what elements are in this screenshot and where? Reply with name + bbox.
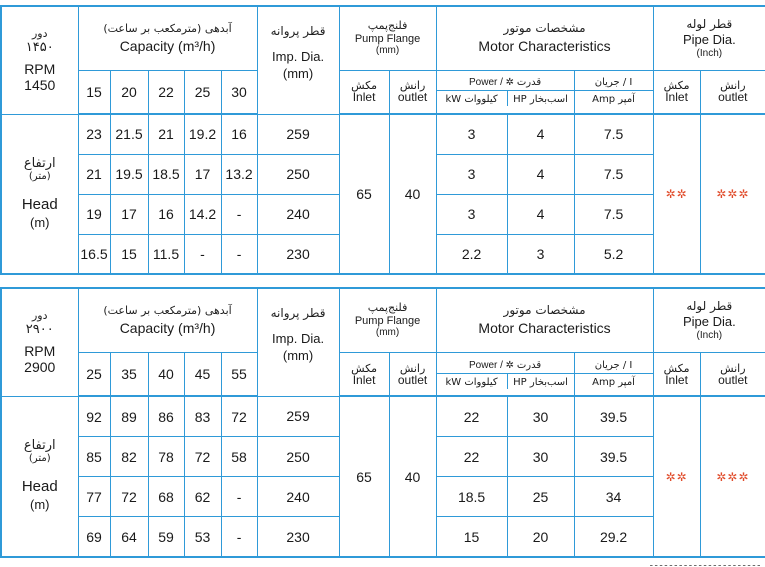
power-hp: 30 bbox=[507, 437, 574, 477]
pipe-outlet-marks: ✲✲✲ bbox=[716, 469, 750, 484]
power-kw: 3 bbox=[436, 154, 507, 194]
head-label-cell bbox=[1, 396, 78, 557]
footnote: ـ ـ ـ ـ ـ ـ ـ ـ ـ ـ ـ ـ ـ ـ ـ ـ ـ ـ ـ ـ ـ ـ ـ bbox=[650, 559, 760, 567]
flange-outlet-value: 40 bbox=[389, 114, 436, 274]
head-value: 77 bbox=[78, 477, 110, 517]
power-kw: 22 bbox=[436, 437, 507, 477]
current-amp: 5.2 bbox=[574, 234, 653, 274]
head-value: - bbox=[221, 194, 257, 234]
capacity-col-0: 15 bbox=[78, 70, 110, 114]
motor-header bbox=[436, 288, 653, 352]
header-row-bottom bbox=[1, 70, 765, 114]
flange-header bbox=[339, 6, 436, 70]
capacity-header bbox=[78, 6, 257, 70]
head-value: 17 bbox=[184, 154, 221, 194]
rpm-fa-number: ۲۹۰۰ bbox=[25, 322, 54, 338]
head-value: 16 bbox=[148, 194, 184, 234]
impeller-en-label: Imp. Dia. bbox=[272, 331, 325, 347]
hp-label: HP اسب‌بخار bbox=[513, 376, 568, 388]
impeller-diameter: 240 bbox=[257, 477, 339, 517]
head-value: - bbox=[221, 477, 257, 517]
impeller-header bbox=[257, 288, 339, 396]
head-fa-label: ارتفاع bbox=[23, 438, 56, 454]
pipe-inlet-value bbox=[653, 396, 700, 557]
motor-fa-label: مشخصات موتور bbox=[503, 303, 586, 318]
motor-en-label: Motor Characteristics bbox=[478, 320, 611, 337]
head-value: 89 bbox=[110, 396, 148, 436]
head-value: 17 bbox=[110, 194, 148, 234]
capacity-en-label: Capacity (m³/h) bbox=[119, 37, 216, 54]
power-hp: 25 bbox=[507, 477, 574, 517]
motor-fa-label: مشخصات موتور bbox=[503, 21, 586, 36]
capacity-fa-label: آبدهی (مترمکعب بر ساعت) bbox=[103, 303, 232, 317]
motor-header bbox=[436, 6, 653, 70]
power-kw: 18.5 bbox=[436, 477, 507, 517]
rpm-en-number: 1450 bbox=[24, 77, 56, 94]
pipe-unit: (Inch) bbox=[696, 329, 723, 341]
flange-inlet-en: Inlet bbox=[352, 90, 376, 105]
header-row-bottom bbox=[1, 352, 765, 396]
capacity-col-0: 25 bbox=[78, 352, 110, 396]
flange-outlet-en: outlet bbox=[397, 90, 428, 105]
pipe-outlet-marks: ✲✲✲ bbox=[716, 187, 750, 201]
power-hp: 4 bbox=[507, 154, 574, 194]
head-value: - bbox=[221, 234, 257, 274]
impeller-diameter: 259 bbox=[257, 114, 339, 154]
impeller-fa-label: قطر پروانه bbox=[270, 306, 326, 321]
head-value: 83 bbox=[184, 396, 221, 436]
head-value: 21.5 bbox=[110, 114, 148, 154]
impeller-diameter: 250 bbox=[257, 437, 339, 477]
pipe-outlet-en: outlet bbox=[718, 372, 748, 387]
current-amp: 29.2 bbox=[574, 517, 653, 557]
current-header bbox=[574, 352, 653, 396]
kw-label: kW کیلووات bbox=[437, 374, 508, 389]
impeller-diameter: 240 bbox=[257, 194, 339, 234]
power-header bbox=[436, 352, 574, 396]
head-value: 19 bbox=[78, 194, 110, 234]
flange-outlet-fa: رانش bbox=[399, 361, 426, 375]
flange-en-label: Pump Flange bbox=[354, 315, 421, 328]
power-hp: 4 bbox=[507, 114, 574, 154]
capacity-col-1: 20 bbox=[110, 70, 148, 114]
capacity-col-3: 45 bbox=[184, 352, 221, 396]
pump-table-2900 bbox=[0, 287, 765, 558]
flange-outlet-fa: رانش bbox=[399, 79, 426, 93]
head-value: 72 bbox=[110, 477, 148, 517]
pump-table-1450 bbox=[0, 5, 765, 275]
current-amp: 7.5 bbox=[574, 154, 653, 194]
power-kw: 15 bbox=[436, 517, 507, 557]
impeller-header bbox=[257, 6, 339, 114]
power-kw: 22 bbox=[436, 396, 507, 436]
flange-unit: (mm) bbox=[375, 327, 400, 339]
pipe-outlet-fa: رانش bbox=[720, 361, 746, 375]
power-label: Power / ✲ قدرت bbox=[437, 77, 574, 91]
capacity-fa-label: آبدهی (مترمکعب بر ساعت) bbox=[103, 21, 232, 35]
head-value: 64 bbox=[110, 517, 148, 557]
pipe-inlet-en: Inlet bbox=[665, 90, 688, 105]
pipe-inlet-marks: ✲✲ bbox=[665, 187, 688, 201]
pipe-header bbox=[653, 6, 765, 70]
pipe-unit: (Inch) bbox=[696, 47, 723, 59]
head-value: - bbox=[184, 234, 221, 274]
flange-inlet-header bbox=[339, 70, 389, 114]
current-header bbox=[574, 70, 653, 114]
flange-inlet-header bbox=[339, 352, 389, 396]
current-amp: 39.5 bbox=[574, 437, 653, 477]
pipe-inlet-en: Inlet bbox=[665, 372, 688, 387]
capacity-col-4: 30 bbox=[221, 70, 257, 114]
flange-inlet-fa: مکش bbox=[351, 79, 378, 93]
head-en-label: Head bbox=[21, 195, 58, 213]
head-value: 14.2 bbox=[184, 194, 221, 234]
pipe-outlet-value bbox=[700, 396, 765, 557]
head-en-label: Head bbox=[21, 478, 58, 496]
pipe-inlet-header bbox=[653, 352, 700, 396]
head-value: 62 bbox=[184, 477, 221, 517]
pipe-inlet-header bbox=[653, 70, 700, 114]
impeller-diameter: 230 bbox=[257, 234, 339, 274]
head-value: 69 bbox=[78, 517, 110, 557]
kw-label: kW کیلووات bbox=[437, 91, 508, 106]
flange-outlet-en: outlet bbox=[397, 372, 428, 387]
pipe-fa-label: قطر لوله bbox=[686, 298, 733, 313]
head-value: 82 bbox=[110, 437, 148, 477]
pipe-inlet-marks: ✲✲ bbox=[665, 469, 688, 484]
head-value: 59 bbox=[148, 517, 184, 557]
pipe-en-label: Pipe Dia. bbox=[682, 31, 736, 47]
capacity-col-1: 35 bbox=[110, 352, 148, 396]
flange-inlet-fa: مکش bbox=[351, 361, 378, 375]
power-hp: 3 bbox=[507, 234, 574, 274]
flange-inlet-en: Inlet bbox=[352, 372, 376, 387]
head-value: 18.5 bbox=[148, 154, 184, 194]
pipe-outlet-header bbox=[700, 70, 765, 114]
head-value: 21 bbox=[148, 114, 184, 154]
flange-inlet-value: 65 bbox=[339, 114, 389, 274]
head-value: 21 bbox=[78, 154, 110, 194]
table-row bbox=[1, 114, 765, 154]
pipe-outlet-header bbox=[700, 352, 765, 396]
power-header bbox=[436, 70, 574, 114]
pipe-header bbox=[653, 288, 765, 352]
table-row bbox=[1, 396, 765, 436]
head-value: - bbox=[221, 517, 257, 557]
pipe-inlet-value bbox=[653, 114, 700, 274]
head-value: 86 bbox=[148, 396, 184, 436]
head-value: 92 bbox=[78, 396, 110, 436]
power-hp: 20 bbox=[507, 517, 574, 557]
flange-inlet-value: 65 bbox=[339, 396, 389, 557]
power-kw: 3 bbox=[436, 114, 507, 154]
flange-unit: (mm) bbox=[375, 45, 400, 57]
impeller-fa-label: قطر پروانه bbox=[270, 24, 326, 39]
head-fa-label: ارتفاع bbox=[23, 155, 56, 171]
rpm-fa-label: دور bbox=[31, 309, 48, 323]
flange-header bbox=[339, 288, 436, 352]
impeller-diameter: 230 bbox=[257, 517, 339, 557]
impeller-diameter: 250 bbox=[257, 154, 339, 194]
capacity-en-label: Capacity (m³/h) bbox=[119, 319, 216, 336]
current-amp: 7.5 bbox=[574, 194, 653, 234]
power-label: Power / ✲ قدرت bbox=[437, 360, 574, 374]
impeller-unit: (mm) bbox=[282, 348, 314, 364]
head-value: 16 bbox=[221, 114, 257, 154]
power-hp: 4 bbox=[507, 194, 574, 234]
pipe-outlet-value bbox=[700, 114, 765, 274]
amp-label: Amp آمپر bbox=[592, 376, 635, 388]
pipe-outlet-en: outlet bbox=[718, 90, 748, 105]
head-value: 72 bbox=[184, 437, 221, 477]
head-en-unit: (m) bbox=[30, 497, 50, 513]
flange-outlet-value: 40 bbox=[389, 396, 436, 557]
head-value: 78 bbox=[148, 437, 184, 477]
flange-fa-label: فلنج‌پمپ bbox=[367, 19, 408, 33]
rpm-en-label: RPM bbox=[24, 343, 56, 360]
head-value: 85 bbox=[78, 437, 110, 477]
flange-outlet-header bbox=[389, 70, 436, 114]
head-value: 16.5 bbox=[78, 234, 110, 274]
head-fa-unit: (متر) bbox=[28, 453, 51, 465]
head-value: 53 bbox=[184, 517, 221, 557]
rpm-en-number: 2900 bbox=[24, 359, 56, 376]
power-kw: 2.2 bbox=[436, 234, 507, 274]
head-value: 68 bbox=[148, 477, 184, 517]
rpm-fa-number: ۱۴۵۰ bbox=[25, 40, 54, 56]
power-kw: 3 bbox=[436, 194, 507, 234]
capacity-col-2: 40 bbox=[148, 352, 184, 396]
head-value: 72 bbox=[221, 396, 257, 436]
head-value: 15 bbox=[110, 234, 148, 274]
capacity-col-2: 22 bbox=[148, 70, 184, 114]
impeller-unit: (mm) bbox=[282, 66, 314, 82]
header-row-top bbox=[1, 288, 765, 352]
header-row-top bbox=[1, 6, 765, 70]
flange-en-label: Pump Flange bbox=[354, 33, 421, 46]
pipe-inlet-fa: مکش bbox=[663, 79, 690, 93]
head-en-unit: (m) bbox=[30, 214, 50, 230]
current-amp: 7.5 bbox=[574, 114, 653, 154]
power-hp: 30 bbox=[507, 396, 574, 436]
current-label: جریان / I bbox=[575, 77, 653, 91]
pipe-en-label: Pipe Dia. bbox=[682, 313, 736, 329]
capacity-col-3: 25 bbox=[184, 70, 221, 114]
head-fa-unit: (متر) bbox=[28, 170, 51, 182]
flange-outlet-header bbox=[389, 352, 436, 396]
capacity-col-4: 55 bbox=[221, 352, 257, 396]
current-amp: 39.5 bbox=[574, 396, 653, 436]
rpm-cell bbox=[1, 6, 78, 114]
capacity-header bbox=[78, 288, 257, 352]
head-value: 58 bbox=[221, 437, 257, 477]
motor-en-label: Motor Characteristics bbox=[478, 38, 611, 55]
current-label: جریان / I bbox=[575, 360, 653, 374]
amp-label: Amp آمپر bbox=[592, 94, 635, 106]
pipe-fa-label: قطر لوله bbox=[686, 16, 733, 31]
rpm-fa-label: دور bbox=[31, 27, 48, 41]
head-value: 11.5 bbox=[148, 234, 184, 274]
pipe-inlet-fa: مکش bbox=[663, 361, 690, 375]
impeller-en-label: Imp. Dia. bbox=[272, 49, 325, 65]
head-value: 13.2 bbox=[221, 154, 257, 194]
head-value: 19.5 bbox=[110, 154, 148, 194]
current-amp: 34 bbox=[574, 477, 653, 517]
rpm-cell bbox=[1, 288, 78, 396]
impeller-diameter: 259 bbox=[257, 396, 339, 436]
head-value: 23 bbox=[78, 114, 110, 154]
rpm-en-label: RPM bbox=[24, 61, 56, 78]
head-value: 19.2 bbox=[184, 114, 221, 154]
pipe-outlet-fa: رانش bbox=[720, 79, 746, 93]
hp-label: HP اسب‌بخار bbox=[513, 94, 568, 106]
head-label-cell bbox=[1, 114, 78, 274]
flange-fa-label: فلنج‌پمپ bbox=[367, 301, 408, 315]
